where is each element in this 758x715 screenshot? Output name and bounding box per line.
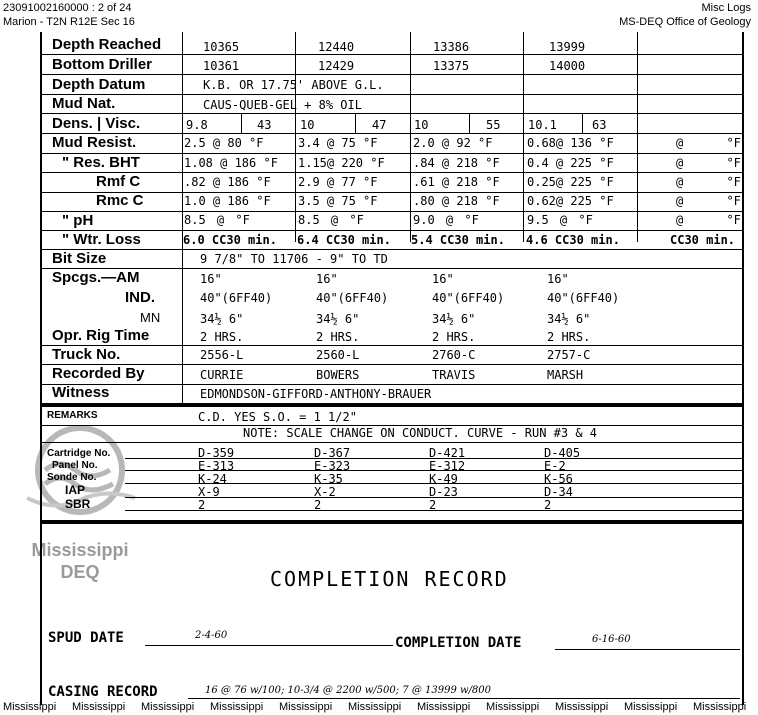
mn-run1: 34½ 6" [200,312,244,326]
truck-no-run2: 2560-L [316,348,360,362]
panel-run4: E-2 [544,459,566,473]
recorded-by-run3: TRAVIS [432,368,476,382]
ph-label: " pH [62,212,94,229]
rmc-run3: .80 @ 218 °F [413,194,500,208]
watermark-line1: Mississippi [31,540,129,560]
bottom-driller-run4: 14000 [549,59,586,73]
bottom-driller-label: Bottom Driller [52,56,153,73]
mud-resist-run3: 2.0 @ 92 °F [413,136,493,150]
ph-run4: 9.5 @ °F [527,213,593,227]
casing-record-value: 16 @ 76 w/100; 10-3/4 @ 2200 w/500; 7 @ 13999 w/800 [205,685,492,696]
visc-run2: 47 [372,118,387,132]
ph-run5: @ °F [676,213,741,227]
footer-text: Mississippi [348,701,402,713]
grid-line [40,54,744,55]
completion-date-underline [555,649,740,650]
grid-line [40,230,744,231]
remarks-line1: C.D. YES S.O. = 1 1/2" [198,410,357,424]
category-text: Misc Logs [701,2,751,14]
sonde-run1: K-24 [198,472,227,486]
ph-run3: 9.0 @ °F [413,213,479,227]
grid-line [40,113,744,114]
res-bht-run3: .84 @ 218 °F [413,156,500,170]
cartridge-run4: D-405 [544,446,581,460]
depth-reached-run4: 13999 [549,40,586,54]
wtr-loss-run4: 4.6 CC30 min. [526,233,620,247]
ph-run1: 8.5 @ °F [184,213,250,227]
rmc-run2: 3.5 @ 75 °F [298,194,378,208]
bottom-driller-run2: 12429 [318,59,355,73]
truck-no-run3: 2760-C [432,348,476,362]
dens-run4: 10.1 [528,118,557,132]
footer-text: Mississippi [279,701,333,713]
rmc-label: Rmc C [96,192,144,209]
rmf-run3: .61 @ 218 °F [413,175,500,189]
mud-resist-run2: 3.4 @ 75 °F [298,136,378,150]
footer-watermark [0,701,758,714]
grid-line [40,345,744,346]
grid-line [40,153,744,154]
rmf-run4: 0.25@ 225 °F [527,175,614,189]
footer-text: Mississippi [3,701,57,713]
cartridge-run2: D-367 [314,446,351,460]
recorded-by-run2: BOWERS [316,368,360,382]
iap-run4: D-34 [544,485,573,499]
iap-run3: D-23 [429,485,458,499]
completion-date-label: COMPLETION DATE [395,635,522,651]
rmf-run2: 2.9 @ 77 °F [298,175,378,189]
grid-line [40,268,744,269]
panel-run1: E-313 [198,459,235,473]
mud-resist-run5: @ °F [676,136,741,150]
sbr-run1: 2 [198,498,206,512]
depth-datum-value: K.B. OR 17.75' ABOVE G.L. [203,78,384,92]
spud-date-label: SPUD DATE [48,630,124,646]
footer-text: Mississippi [72,701,126,713]
sbr-run2: 2 [314,498,322,512]
opr-rig-run2: 2 HRS. [316,330,360,344]
rmf-label: Rmf C [96,173,141,190]
bit-size-label: Bit Size [52,250,107,267]
mud-resist-run4: 0.68@ 136 °F [527,136,614,150]
grid-line [40,133,744,134]
witness-value: EDMONDSON-GIFFORD-ANTHONY-BRAUER [200,387,432,401]
footer-text: Mississippi [555,701,609,713]
wtr-loss-label: " Wtr. Loss [62,231,141,248]
sbr-run3: 2 [429,498,437,512]
rmf-run5: @ °F [676,175,741,189]
res-bht-run4: 0.4 @ 225 °F [527,156,614,170]
mud-resist-run1: 2.5 @ 80 °F [184,136,264,150]
sonde-run2: K-35 [314,472,343,486]
recorded-by-run4: MARSH [547,368,584,382]
ind-run1: 40"(6FF40) [200,291,273,305]
dens-run2: 10 [300,118,315,132]
sonde-run4: K-56 [544,472,573,486]
spcgs-am-run2: 16" [316,272,338,286]
location-text: Marion - T2N R12E Sec 16 [3,16,135,28]
sonde-run3: K-49 [429,472,458,486]
remarks-line2: NOTE: SCALE CHANGE ON CONDUCT. CURVE - RUN #3 & 4 [243,426,598,440]
footer-text: Mississippi [486,701,540,713]
bit-size-value: 9 7/8" TO 11706 - 9" TO TD [200,252,388,266]
visc-run4: 63 [592,118,607,132]
grid-line [355,114,356,133]
spcgs-am-run3: 16" [432,272,454,286]
wtr-loss-run5: CC30 min. [670,233,736,247]
opr-rig-run1: 2 HRS. [200,330,244,344]
mn-run3: 34½ 6" [432,312,476,326]
iap-label: IAP [65,483,86,497]
spcgs-am-run1: 16" [200,272,222,286]
section-divider [40,520,744,524]
iap-run2: X-2 [314,485,336,499]
sonde-label: Sonde No. [47,472,97,483]
grid-line [40,425,744,426]
document-id: 23091002160000 : 2 of 24 [3,2,132,14]
spud-date-value: 2-4-60 [195,630,228,641]
res-bht-label: " Res. BHT [62,154,140,171]
spcgs-am-run4: 16" [547,272,569,286]
panel-label: Panel No. [52,460,98,471]
casing-record-label: CASING RECORD [48,684,158,700]
footer-text: Mississippi [417,701,471,713]
agency-text: MS-DEQ Office of Geology [619,16,751,28]
recorded-by-label: Recorded By [52,365,145,382]
mud-resist-label: Mud Resist. [52,134,137,151]
rmc-run1: 1.0 @ 186 °F [184,194,271,208]
spud-date-underline [145,645,393,646]
wtr-loss-run3: 5.4 CC30 min. [411,233,505,247]
grid-line [241,114,242,133]
depth-reached-label: Depth Reached [52,36,162,53]
grid-line [582,114,583,133]
depth-reached-run3: 13386 [433,40,470,54]
opr-rig-time-label: Opr. Rig Time [52,327,150,344]
ph-run2: 8.5 @ °F [298,213,364,227]
watermark-line2: DEQ [60,562,100,582]
footer-text: Mississippi [141,701,195,713]
grid-line [40,192,744,193]
mud-nat-value: CAUS-QUEB-GEL + 8% OIL [203,98,362,112]
grid-line [469,114,470,133]
mn-run2: 34½ 6" [316,312,360,326]
completion-record-title: COMPLETION RECORD [270,567,509,591]
truck-no-run4: 2757-C [547,348,591,362]
recorded-by-run1: CURRIE [200,368,244,382]
opr-rig-run3: 2 HRS. [432,330,476,344]
grid-line [40,442,744,443]
truck-no-label: Truck No. [52,346,121,363]
ind-label: IND. [125,289,155,306]
res-bht-run2: 1.15@ 220 °F [298,156,385,170]
depth-reached-run1: 10365 [203,40,240,54]
truck-no-run1: 2556-L [200,348,244,362]
ind-run4: 40"(6FF40) [547,291,620,305]
iap-run1: X-9 [198,485,220,499]
grid-line [182,32,183,404]
spcgs-am-label: Spcgs.—AM [52,269,140,286]
wtr-loss-run1: 6.0 CC30 min. [183,233,277,247]
footer-text: Mississippi [210,701,264,713]
dens-run1: 9.8 [186,118,208,132]
witness-label: Witness [52,384,110,401]
grid-line [40,94,744,95]
depth-reached-run2: 12440 [318,40,355,54]
footer-text: Mississippi [624,701,678,713]
grid-line [40,74,744,75]
rmf-run1: .82 @ 186 °F [184,175,271,189]
remarks-label: REMARKS [47,410,98,421]
mn-run4: 34½ 6" [547,312,591,326]
rmc-run4: 0.62@ 225 °F [527,194,614,208]
mud-nat-label: Mud Nat. [52,95,116,112]
sbr-label: SBR [65,497,91,511]
ind-run2: 40"(6FF40) [316,291,389,305]
mn-label: MN [140,310,161,325]
grid-line [40,364,744,365]
cartridge-run3: D-421 [429,446,466,460]
grid-line [40,249,744,250]
panel-run2: E-323 [314,459,351,473]
visc-run3: 55 [486,118,501,132]
sbr-run4: 2 [544,498,552,512]
visc-run1: 43 [257,118,272,132]
grid-line [40,211,744,212]
depth-datum-label: Depth Datum [52,76,146,93]
casing-record-underline [188,698,740,699]
grid-line [40,172,744,173]
opr-rig-run4: 2 HRS. [547,330,591,344]
section-divider [40,403,744,407]
res-bht-run5: @ °F [676,156,741,170]
wtr-loss-run2: 6.4 CC30 min. [297,233,391,247]
cartridge-label: Cartridge No. [47,448,111,459]
completion-date-value: 6-16-60 [592,634,631,645]
rmc-run5: @ °F [676,194,741,208]
dens-visc-label: Dens. | Visc. [52,115,141,132]
bottom-driller-run1: 10361 [203,59,240,73]
dens-run3: 10 [414,118,429,132]
bottom-driller-run3: 13375 [433,59,470,73]
footer-text: Mississippi [693,701,747,713]
panel-run3: E-312 [429,459,466,473]
cartridge-run1: D-359 [198,446,235,460]
res-bht-run1: 1.08 @ 186 °F [184,156,278,170]
grid-line [40,384,744,385]
ind-run3: 40"(6FF40) [432,291,505,305]
